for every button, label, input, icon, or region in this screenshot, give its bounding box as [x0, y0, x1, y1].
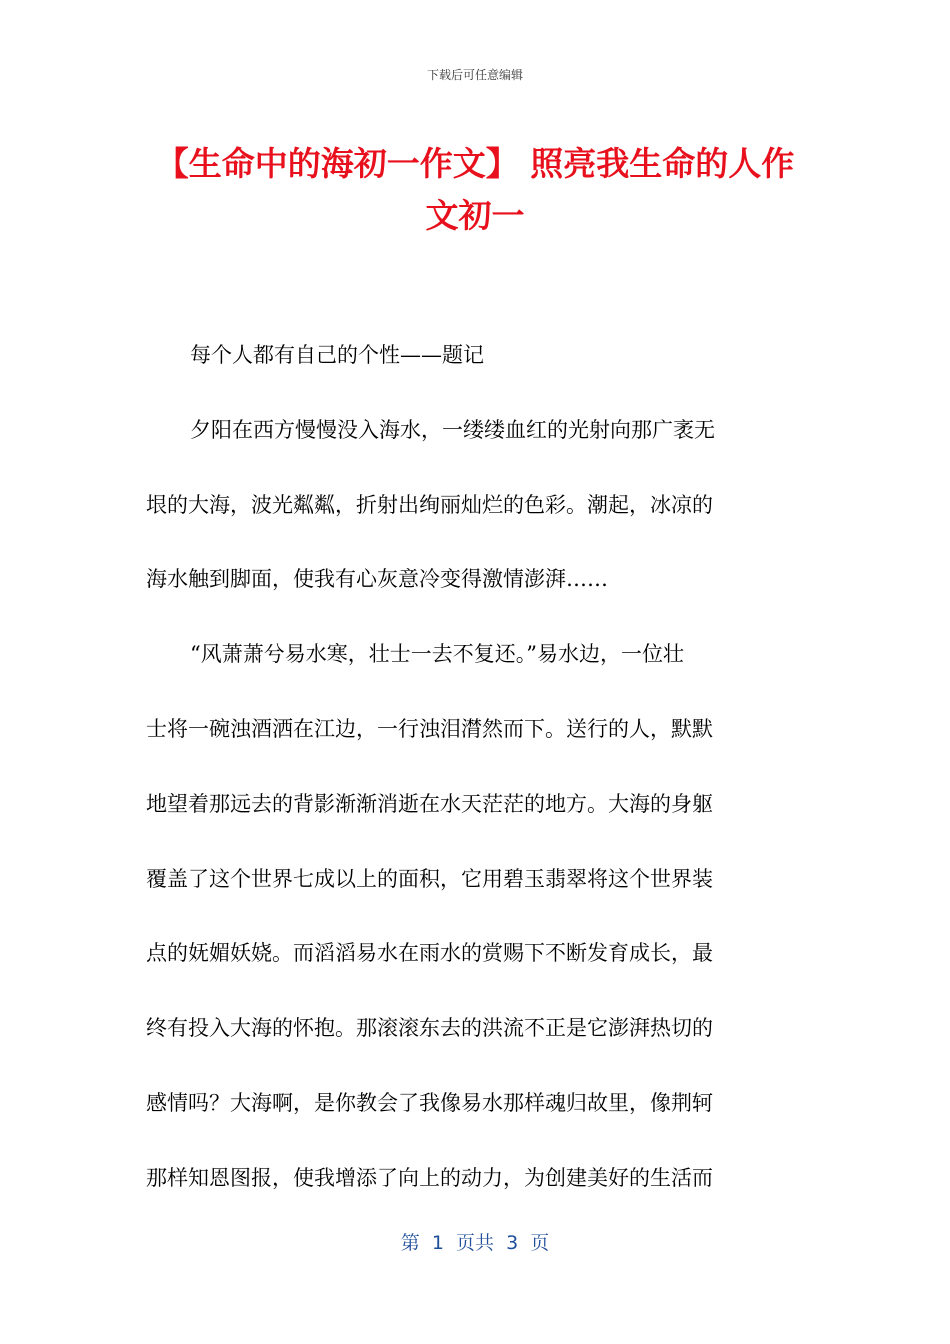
article-body: [146, 318, 796, 1216]
epigraph-line: 每个人都有自己的个性——题记: [190, 343, 484, 367]
paragraph-line: 感情吗？大海啊，是你教会了我像易水那样魂归故里，像荆轲: [146, 1090, 713, 1115]
paragraph-line: 覆盖了这个世界七成以上的面积，它用碧玉翡翠将这个世界装: [146, 866, 713, 891]
document-title: [100, 138, 850, 242]
paragraph-line: 点的妩媚妖娆。而滔滔易水在雨水的赏赐下不断发育成长，最: [146, 941, 713, 966]
paragraph-line: 地望着那远去的背影渐渐消逝在水天茫茫的地方。大海的身躯: [146, 791, 713, 816]
paragraph-line: “风萧萧兮易水寒，壮士一去不复还。”易水边，一位壮: [190, 642, 684, 667]
paragraph-line: 终有投入大海的怀抱。那滚滚东去的洪流不正是它澎湃热切的: [146, 1016, 713, 1041]
paragraph-line: 士将一碗浊酒洒在江边，一行浊泪潸然而下。送行的人，默默: [146, 716, 713, 741]
paragraph-line: 海水触到脚面，使我有心灰意冷变得激情澎湃……: [146, 567, 608, 592]
paragraph-line: 夕阳在西方慢慢没入海水，一缕缕血红的光射向那广袤无: [190, 417, 715, 442]
title-line-1: 【生命中的海初一作文】 照亮我生命的人作: [155, 144, 795, 183]
header-note: 下载后可任意编辑: [426, 68, 523, 82]
title-line-2: 文初一: [425, 196, 525, 235]
paragraph-line: 那样知恩图报，使我增添了向上的动力，为创建美好的生活而: [146, 1165, 713, 1190]
paragraph-line: 垠的大海，波光粼粼，折射出绚丽灿烂的色彩。潮起，冰凉的: [146, 492, 713, 517]
page-number-footer: 第 1 页共 3 页: [400, 1232, 550, 1254]
